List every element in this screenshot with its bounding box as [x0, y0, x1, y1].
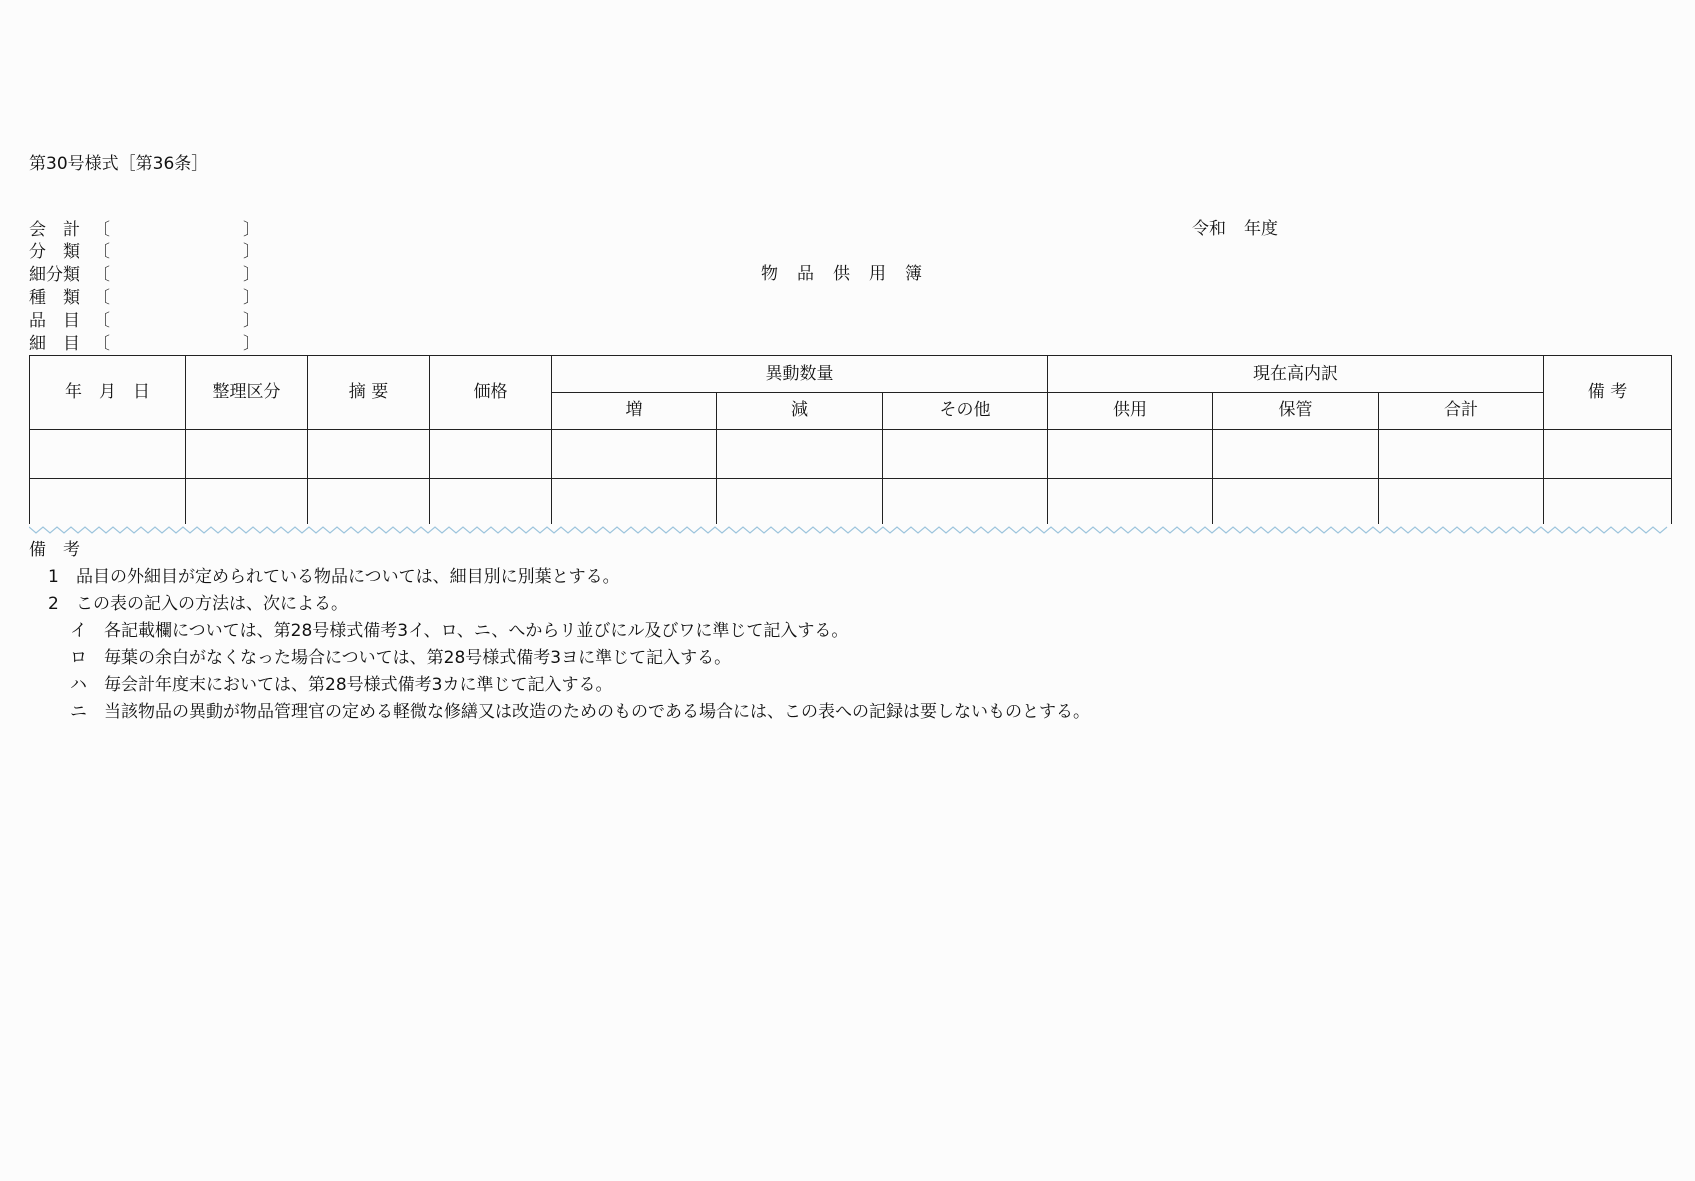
- title-char: 用: [869, 264, 886, 284]
- header-date: 年 月 日: [65, 382, 150, 402]
- header-bottom-line: [30, 429, 1671, 430]
- remark-marker: ロ: [70, 648, 87, 668]
- field-classification: [29, 241, 260, 263]
- header-remarks: 備 考: [1587, 382, 1628, 402]
- field-label: 分 類: [29, 242, 80, 262]
- remark-text: 毎葉の余白がなくなった場合については、第28号様式備考3ヨに準じて記入する。: [104, 648, 732, 668]
- header-increase: 増: [625, 400, 643, 420]
- fiscal-year: [1192, 221, 1278, 238]
- header-decrease: 減: [791, 400, 808, 420]
- remark-marker: イ: [70, 621, 87, 641]
- ledger-table: [29, 355, 1672, 531]
- header-summary: 摘 要: [348, 382, 389, 402]
- header-storage: 保管: [1278, 400, 1313, 420]
- bracket-open: 〔: [93, 311, 110, 331]
- document-title: [761, 266, 922, 283]
- bracket-close: 〕: [243, 220, 260, 240]
- bracket-close: 〕: [243, 242, 260, 262]
- bracket-close: 〕: [243, 265, 260, 285]
- fiscal-year-label: 年度: [1244, 219, 1278, 239]
- bracket-close: 〕: [243, 311, 260, 331]
- header-category: 整理区分: [212, 382, 281, 402]
- field-label: 品 目: [29, 311, 80, 331]
- remark-text: この表の記入の方法は、次による。: [76, 594, 348, 614]
- header-in-use: 供用: [1113, 400, 1147, 420]
- header-change-group: 異動数量: [765, 364, 834, 384]
- header-price: 価格: [473, 382, 508, 402]
- header-current-group: 現在高内訳: [1253, 364, 1338, 384]
- title-char: 簿: [905, 264, 922, 284]
- remark-text: 各記載欄については、第28号様式備考3イ、ロ、ニ、へからリ並びにル及びワに準じて記入する。: [104, 621, 849, 641]
- remark-text: 当該物品の異動が物品管理官の定める軽微な修繕又は改造のためのものである場合には、この表への記録は要しないものとする。: [104, 702, 1090, 722]
- remark-marker: ニ: [70, 702, 87, 722]
- torn-edge: [29, 524, 1672, 538]
- bracket-close: 〕: [243, 288, 260, 308]
- fiscal-year-era: 令和: [1192, 219, 1226, 239]
- field-label: 細分類: [29, 265, 80, 285]
- bracket-open: 〔: [93, 334, 110, 354]
- field-accounting: [29, 219, 260, 241]
- field-label: 種 類: [29, 288, 80, 308]
- field-label: 細 目: [29, 334, 80, 354]
- remark-marker: ハ: [70, 675, 87, 695]
- title-char: 供: [833, 264, 850, 284]
- bracket-open: 〔: [93, 220, 110, 240]
- remark-marker: 1: [48, 567, 59, 587]
- bracket-open: 〔: [93, 288, 110, 308]
- field-type: [29, 287, 260, 309]
- bracket-open: 〔: [93, 265, 110, 285]
- remarks-heading: 備 考: [29, 540, 80, 560]
- header-total: 合計: [1444, 400, 1478, 420]
- title-char: 物: [761, 264, 778, 284]
- field-label: 会 計: [29, 220, 80, 240]
- header-other: その他: [939, 400, 991, 420]
- field-subitem: [29, 333, 260, 355]
- field-subclassification: [29, 264, 260, 286]
- remark-marker: 2: [48, 594, 59, 614]
- remark-text: 品目の外細目が定められている物品については、細目別に別葉とする。: [76, 567, 620, 587]
- col-divider: [1543, 356, 1544, 532]
- bracket-open: 〔: [93, 242, 110, 262]
- form-number: 第30号様式［第36条］: [29, 154, 209, 174]
- row-divider: [30, 478, 1671, 479]
- title-char: 品: [797, 264, 814, 284]
- col-divider: [185, 356, 186, 532]
- bracket-close: 〕: [243, 334, 260, 354]
- field-item: [29, 310, 260, 332]
- remark-text: 毎会計年度末においては、第28号様式備考3カに準じて記入する。: [104, 675, 613, 695]
- col-divider: [307, 356, 308, 532]
- col-divider: [429, 356, 430, 532]
